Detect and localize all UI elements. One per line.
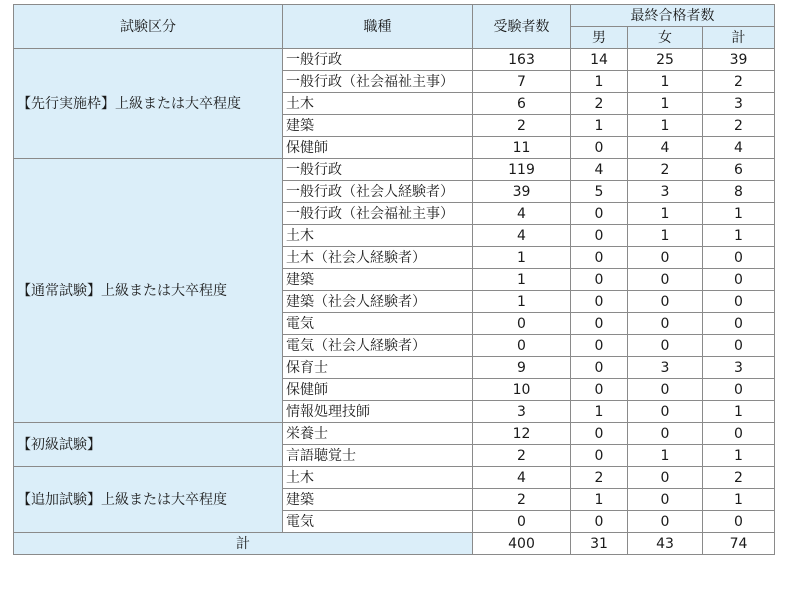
male-cell: 1 [571, 115, 628, 137]
total-cell: 0 [703, 269, 775, 291]
table-row [14, 467, 775, 489]
header-final-passers: 最終合格者数 [571, 5, 775, 27]
total-cell: 1 [703, 203, 775, 225]
male-cell: 5 [571, 181, 628, 203]
job-cell: 建築 [283, 269, 473, 291]
table-body [14, 49, 775, 533]
examinees-cell: 10 [473, 379, 571, 401]
total-cell: 3 [703, 93, 775, 115]
job-cell: 保健師 [283, 379, 473, 401]
examinees-cell: 7 [473, 71, 571, 93]
job-cell: 情報処理技師 [283, 401, 473, 423]
examinees-cell: 2 [473, 489, 571, 511]
job-cell: 建築 [283, 115, 473, 137]
examinees-cell: 11 [473, 137, 571, 159]
male-cell: 2 [571, 93, 628, 115]
female-cell: 0 [628, 379, 703, 401]
male-cell: 0 [571, 423, 628, 445]
female-cell: 0 [628, 247, 703, 269]
total-cell: 1 [703, 445, 775, 467]
job-cell: 一般行政 [283, 159, 473, 181]
male-cell: 0 [571, 137, 628, 159]
category-cell: 【通常試験】上級または大卒程度 [14, 159, 283, 423]
female-cell: 1 [628, 225, 703, 247]
table-row [14, 49, 775, 71]
results-table-container [13, 4, 775, 555]
female-cell: 1 [628, 203, 703, 225]
examinees-cell: 39 [473, 181, 571, 203]
female-cell: 3 [628, 357, 703, 379]
female-cell: 2 [628, 159, 703, 181]
male-cell: 14 [571, 49, 628, 71]
female-cell: 0 [628, 401, 703, 423]
examinees-cell: 9 [473, 357, 571, 379]
total-cell: 2 [703, 115, 775, 137]
female-cell: 1 [628, 71, 703, 93]
header-male: 男 [571, 27, 628, 49]
grand-total-label: 計 [14, 533, 473, 555]
grand-total-examinees: 400 [473, 533, 571, 555]
total-cell: 0 [703, 379, 775, 401]
job-cell: 建築 [283, 489, 473, 511]
female-cell: 1 [628, 115, 703, 137]
female-cell: 1 [628, 93, 703, 115]
female-cell: 0 [628, 511, 703, 533]
female-cell: 0 [628, 489, 703, 511]
job-cell: 一般行政（社会人経験者） [283, 181, 473, 203]
total-cell: 0 [703, 335, 775, 357]
male-cell: 0 [571, 335, 628, 357]
job-cell: 土木 [283, 225, 473, 247]
job-cell: 電気（社会人経験者） [283, 335, 473, 357]
total-cell: 6 [703, 159, 775, 181]
total-cell: 0 [703, 511, 775, 533]
header-female: 女 [628, 27, 703, 49]
total-cell: 1 [703, 225, 775, 247]
grand-total-row [14, 533, 775, 555]
total-cell: 3 [703, 357, 775, 379]
total-cell: 2 [703, 71, 775, 93]
total-cell: 8 [703, 181, 775, 203]
table-row [14, 423, 775, 445]
male-cell: 0 [571, 225, 628, 247]
table-row [14, 159, 775, 181]
job-cell: 一般行政（社会福祉主事） [283, 71, 473, 93]
male-cell: 0 [571, 313, 628, 335]
female-cell: 3 [628, 181, 703, 203]
total-cell: 4 [703, 137, 775, 159]
examinees-cell: 1 [473, 269, 571, 291]
total-cell: 0 [703, 291, 775, 313]
male-cell: 0 [571, 445, 628, 467]
job-cell: 保健師 [283, 137, 473, 159]
header-row-1 [14, 5, 775, 27]
examinees-cell: 4 [473, 225, 571, 247]
total-cell: 0 [703, 247, 775, 269]
job-cell: 保育士 [283, 357, 473, 379]
job-cell: 電気 [283, 511, 473, 533]
job-cell: 土木 [283, 93, 473, 115]
job-cell: 栄養士 [283, 423, 473, 445]
female-cell: 4 [628, 137, 703, 159]
total-cell: 0 [703, 313, 775, 335]
examinees-cell: 1 [473, 247, 571, 269]
male-cell: 1 [571, 71, 628, 93]
header-job: 職種 [283, 5, 473, 49]
examinees-cell: 6 [473, 93, 571, 115]
category-cell: 【先行実施枠】上級または大卒程度 [14, 49, 283, 159]
male-cell: 0 [571, 247, 628, 269]
header-category: 試験区分 [14, 5, 283, 49]
female-cell: 0 [628, 335, 703, 357]
job-cell: 一般行政（社会福祉主事） [283, 203, 473, 225]
total-cell: 2 [703, 467, 775, 489]
job-cell: 言語聴覚士 [283, 445, 473, 467]
examinees-cell: 0 [473, 335, 571, 357]
grand-total-female: 43 [628, 533, 703, 555]
examinees-cell: 4 [473, 467, 571, 489]
examinees-cell: 2 [473, 115, 571, 137]
female-cell: 0 [628, 313, 703, 335]
male-cell: 1 [571, 401, 628, 423]
female-cell: 25 [628, 49, 703, 71]
grand-total-total: 74 [703, 533, 775, 555]
examinees-cell: 2 [473, 445, 571, 467]
examinees-cell: 0 [473, 511, 571, 533]
male-cell: 0 [571, 291, 628, 313]
female-cell: 0 [628, 269, 703, 291]
male-cell: 0 [571, 269, 628, 291]
male-cell: 2 [571, 467, 628, 489]
male-cell: 4 [571, 159, 628, 181]
male-cell: 0 [571, 379, 628, 401]
exam-results-table [13, 4, 775, 555]
job-cell: 電気 [283, 313, 473, 335]
female-cell: 0 [628, 467, 703, 489]
grand-total-male: 31 [571, 533, 628, 555]
job-cell: 土木（社会人経験者） [283, 247, 473, 269]
header-total: 計 [703, 27, 775, 49]
category-cell: 【追加試験】上級または大卒程度 [14, 467, 283, 533]
total-cell: 0 [703, 423, 775, 445]
total-cell: 1 [703, 401, 775, 423]
job-cell: 建築（社会人経験者） [283, 291, 473, 313]
examinees-cell: 0 [473, 313, 571, 335]
male-cell: 1 [571, 489, 628, 511]
examinees-cell: 4 [473, 203, 571, 225]
category-cell: 【初級試験】 [14, 423, 283, 467]
female-cell: 0 [628, 423, 703, 445]
examinees-cell: 12 [473, 423, 571, 445]
female-cell: 1 [628, 445, 703, 467]
examinees-cell: 163 [473, 49, 571, 71]
male-cell: 0 [571, 357, 628, 379]
total-cell: 39 [703, 49, 775, 71]
male-cell: 0 [571, 511, 628, 533]
header-examinees: 受験者数 [473, 5, 571, 49]
examinees-cell: 1 [473, 291, 571, 313]
female-cell: 0 [628, 291, 703, 313]
examinees-cell: 3 [473, 401, 571, 423]
male-cell: 0 [571, 203, 628, 225]
total-cell: 1 [703, 489, 775, 511]
job-cell: 一般行政 [283, 49, 473, 71]
examinees-cell: 119 [473, 159, 571, 181]
job-cell: 土木 [283, 467, 473, 489]
